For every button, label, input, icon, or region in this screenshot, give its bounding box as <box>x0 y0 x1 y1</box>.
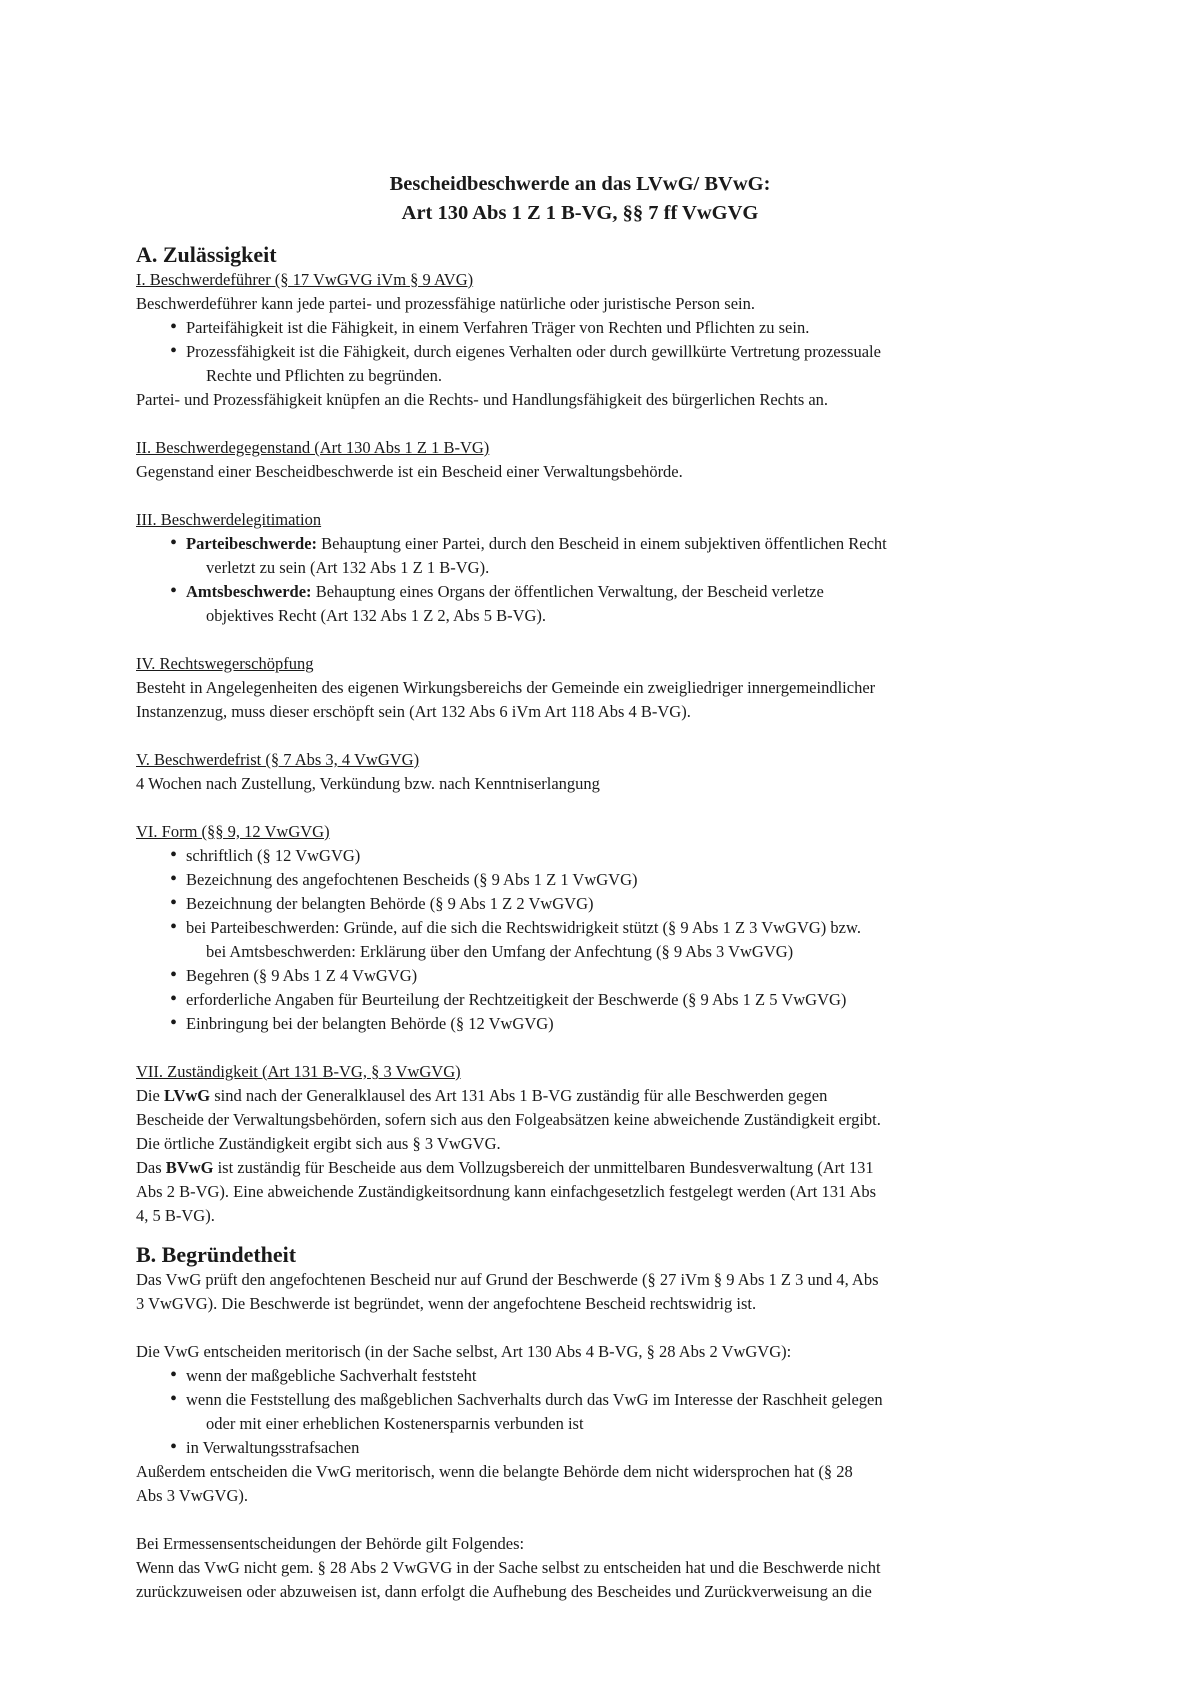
subsection-heading-7: VII. Zuständigkeit (Art 131 B-VG, § 3 VwGVG) <box>136 1062 461 1081</box>
paragraph-line: Das VwG prüft den angefochtenen Bescheid nur auf Grund der Beschwerde (§ 27 iVm § 9 Abs 1 Z 3 und 4, Abs <box>136 1270 879 1289</box>
subsection-heading-2: II. Beschwerdegegenstand (Art 130 Abs 1 Z 1 B-VG) <box>136 438 490 457</box>
list-item: • Parteifähigkeit ist die Fähigkeit, in einem Verfahren Träger von Rechten und Pflichten zu sein. <box>170 316 1024 340</box>
list-item: • Amtsbeschwerde: Behauptung eines Organs der öffentlichen Verwaltung, der Bescheid verletze objektives Recht (Art 132 Abs 1 Z 2, Abs 5 B-VG). <box>170 580 1024 628</box>
list-item: • in Verwaltungsstrafsachen <box>170 1436 1024 1460</box>
list-item: • Einbringung bei der belangten Behörde (§ 12 VwGVG) <box>170 1012 1024 1036</box>
bullet-list <box>136 316 1024 388</box>
paragraph: Beschwerdeführer kann jede partei- und prozessfähige natürliche oder juristische Person sein. <box>136 294 755 313</box>
list-item: • wenn der maßgebliche Sachverhalt feststeht <box>170 1364 1024 1388</box>
paragraph-line: Das BVwG ist zuständig für Bescheide aus dem Vollzugsbereich der unmittelbaren Bundesverwaltung (Art 131 <box>136 1158 874 1177</box>
paragraph-line: Besteht in Angelegenheiten des eigenen Wirkungsbereichs der Gemeinde ein zweigliedriger innergemeindlicher <box>136 678 876 697</box>
subsection-heading-5: V. Beschwerdefrist (§ 7 Abs 3, 4 VwGVG) <box>136 750 420 769</box>
document-title-line-1: Bescheidbeschwerde an das LVwG/ BVwG: <box>389 173 771 195</box>
paragraph: Partei- und Prozessfähigkeit knüpfen an die Rechts- und Handlungsfähigkeit des bürgerlichen Rechts an. <box>136 390 829 409</box>
paragraph-line: Instanzenzug, muss dieser erschöpft sein (Art 132 Abs 6 iVm Art 118 Abs 4 B-VG). <box>136 702 691 721</box>
subsection-heading-6: VI. Form (§§ 9, 12 VwGVG) <box>136 822 330 841</box>
paragraph-line: Wenn das VwG nicht gem. § 28 Abs 2 VwGVG in der Sache selbst zu entscheiden hat und die Beschwerde nicht <box>136 1558 881 1577</box>
bullet-list <box>136 532 1024 628</box>
list-item: • bei Parteibeschwerden: Gründe, auf die sich die Rechtswidrigkeit stützt (§ 9 Abs 1 Z 3 VwGVG) bzw. bei Amtsbeschwerden: Erklärung über den Umfang der Anfechtung (§ 9 Abs 3 VwGVG) <box>170 916 1024 964</box>
list-item: • Prozessfähigkeit ist die Fähigkeit, durch eigenes Verhalten oder durch gewillkürte Vertretung prozessuale Rechte und Pflichten zu begründen. <box>170 340 1024 388</box>
paragraph-line: Abs 2 B-VG). Eine abweichende Zuständigkeitsordnung kann einfachgesetzlich festgelegt werden (Art 131 Abs <box>136 1182 876 1201</box>
paragraph-line: Die örtliche Zuständigkeit ergibt sich aus § 3 VwGVG. <box>136 1134 501 1153</box>
document-content <box>136 170 1024 1604</box>
document-title-line-2: Art 130 Abs 1 Z 1 B-VG, §§ 7 ff VwGVG <box>401 202 759 224</box>
paragraph: Gegenstand einer Bescheidbeschwerde ist ein Bescheid einer Verwaltungsbehörde. <box>136 462 683 481</box>
paragraph-line: Die LVwG sind nach der Generalklausel des Art 131 Abs 1 B-VG zuständig für alle Beschwerden gegen <box>136 1086 828 1105</box>
list-item: • Bezeichnung des angefochtenen Bescheids (§ 9 Abs 1 Z 1 VwGVG) <box>170 868 1024 892</box>
list-item: • erforderliche Angaben für Beurteilung der Rechtzeitigkeit der Beschwerde (§ 9 Abs 1 Z 5 VwGVG) <box>170 988 1024 1012</box>
paragraph-line: Außerdem entscheiden die VwG meritorisch, wenn die belangte Behörde dem nicht widersprochen hat (§ 28 <box>136 1462 853 1481</box>
list-item: • schriftlich (§ 12 VwGVG) <box>170 844 1024 868</box>
paragraph: 4 Wochen nach Zustellung, Verkündung bzw. nach Kenntniserlangung <box>136 774 600 793</box>
list-item: • wenn die Feststellung des maßgeblichen Sachverhalts durch das VwG im Interesse der Raschheit gelegen oder mit einer erheblichen Kostenersparnis verbunden ist <box>170 1388 1024 1436</box>
subsection-heading-3: III. Beschwerdelegitimation <box>136 510 322 529</box>
section-heading-a: A. Zulässigkeit <box>136 242 277 267</box>
paragraph-line: 4, 5 B-VG). <box>136 1206 215 1225</box>
list-item: • Begehren (§ 9 Abs 1 Z 4 VwGVG) <box>170 964 1024 988</box>
subsection-heading-1: I. Beschwerdeführer (§ 17 VwGVG iVm § 9 AVG) <box>136 270 474 289</box>
paragraph: Die VwG entscheiden meritorisch (in der Sache selbst, Art 130 Abs 4 B-VG, § 28 Abs 2 VwGVG): <box>136 1342 792 1361</box>
bullet-list <box>136 1364 1024 1460</box>
paragraph-line: Abs 3 VwGVG). <box>136 1486 248 1505</box>
subsection-heading-4: IV. Rechtswegerschöpfung <box>136 654 314 673</box>
bullet-list <box>136 844 1024 1036</box>
paragraph-line: 3 VwGVG). Die Beschwerde ist begründet, wenn der angefochtene Bescheid rechtswidrig ist. <box>136 1294 757 1313</box>
list-item: • Parteibeschwerde: Behauptung einer Partei, durch den Bescheid in einem subjektiven öffentlichen Recht verletzt zu sein (Art 132 Abs 1 Z 1 B-VG). <box>170 532 1024 580</box>
list-item: • Bezeichnung der belangten Behörde (§ 9 Abs 1 Z 2 VwGVG) <box>170 892 1024 916</box>
paragraph-line: Bescheide der Verwaltungsbehörden, sofern sich aus den Folgeabsätzen keine abweichende Zuständigkeit ergibt. <box>136 1110 881 1129</box>
paragraph: Bei Ermessensentscheidungen der Behörde gilt Folgendes: <box>136 1534 525 1553</box>
paragraph-line: zurückzuweisen oder abzuweisen ist, dann erfolgt die Aufhebung des Bescheides und Zurückverweisung an die <box>136 1582 872 1601</box>
section-heading-b: B. Begründetheit <box>136 1242 297 1267</box>
